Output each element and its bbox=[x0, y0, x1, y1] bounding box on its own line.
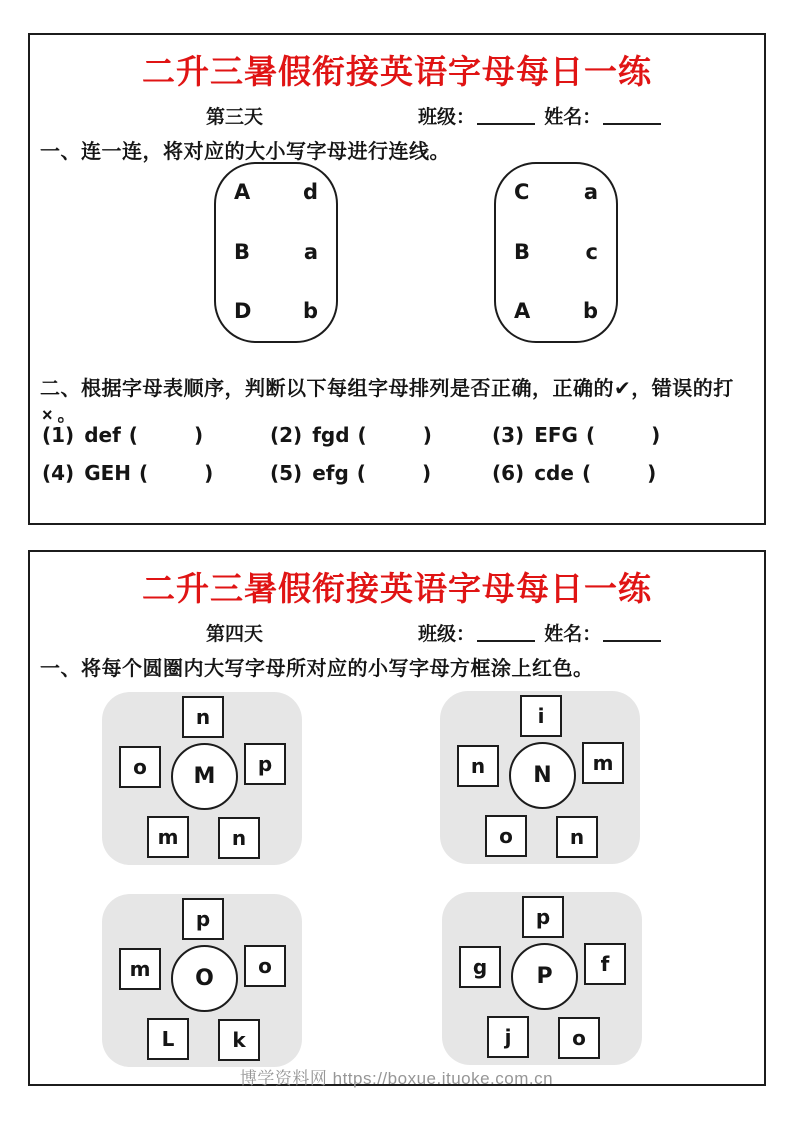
letter-box[interactable]: i bbox=[520, 695, 562, 737]
color-group-P bbox=[442, 892, 642, 1065]
name-label: 姓名： bbox=[544, 624, 602, 645]
class-name-fields bbox=[418, 619, 665, 646]
letter-box[interactable]: m bbox=[147, 816, 189, 858]
uppercase-letter[interactable]: B bbox=[514, 239, 531, 264]
item-letters: fgd bbox=[312, 423, 350, 447]
judge-item-3 bbox=[492, 423, 756, 447]
item-number: (6) bbox=[492, 461, 525, 485]
name-blank-line[interactable] bbox=[603, 626, 661, 642]
lowercase-letter[interactable]: b bbox=[582, 299, 598, 323]
page-title: 二升三暑假衔接英语字母每日一练 bbox=[142, 55, 652, 91]
color-group-O bbox=[102, 894, 302, 1067]
match-pair bbox=[216, 180, 336, 204]
letter-box[interactable]: n bbox=[182, 696, 224, 738]
answer-blank[interactable]: ( ) bbox=[139, 461, 214, 485]
section1-heading: 一、连一连，将对应的大小写字母进行连线。 bbox=[40, 141, 450, 163]
letter-box[interactable]: j bbox=[487, 1016, 529, 1058]
letter-box[interactable]: n bbox=[457, 745, 499, 787]
section2-heading-line1: 二、根据字母表顺序，判断以下每组字母排列是否正确，正确的✔，错误的打 bbox=[40, 378, 734, 400]
item-number: (3) bbox=[492, 423, 525, 447]
letter-box[interactable]: m bbox=[582, 742, 624, 784]
center-circle-letter: N bbox=[509, 742, 576, 809]
uppercase-letter[interactable]: B bbox=[234, 239, 251, 264]
day-label: 第四天 bbox=[206, 624, 264, 645]
judge-item-1 bbox=[42, 423, 270, 447]
item-number: (4) bbox=[42, 461, 75, 485]
class-label: 班级： bbox=[418, 107, 476, 128]
match-pair bbox=[496, 180, 616, 204]
uppercase-letter[interactable]: C bbox=[514, 180, 530, 204]
letter-box[interactable]: p bbox=[182, 898, 224, 940]
section2-heading-line2: × 。 bbox=[42, 405, 76, 425]
letter-box[interactable]: k bbox=[218, 1019, 260, 1061]
letter-box[interactable]: o bbox=[558, 1017, 600, 1059]
letter-box[interactable]: p bbox=[244, 743, 286, 785]
judge-items-grid bbox=[42, 423, 756, 485]
judge-item-4 bbox=[42, 461, 270, 485]
item-letters: GEH bbox=[84, 461, 132, 485]
answer-blank[interactable]: ( ) bbox=[581, 461, 657, 485]
lowercase-letter[interactable]: d bbox=[302, 180, 318, 204]
header-info-row bbox=[30, 616, 764, 650]
match-box-1 bbox=[214, 162, 338, 343]
class-blank-line[interactable] bbox=[477, 109, 535, 125]
header-info-row bbox=[30, 99, 764, 133]
item-letters: EFG bbox=[534, 423, 578, 447]
class-label: 班级： bbox=[418, 624, 476, 645]
letter-box[interactable]: o bbox=[244, 945, 286, 987]
lowercase-letter[interactable]: a bbox=[583, 180, 598, 204]
match-pair bbox=[216, 240, 336, 264]
answer-blank[interactable]: ( ) bbox=[585, 423, 661, 447]
judge-item-5 bbox=[270, 461, 492, 485]
item-number: (5) bbox=[270, 461, 303, 485]
color-group-M bbox=[102, 692, 302, 865]
watermark-footer: 博学资料网 https://boxue.ituoke.com.cn bbox=[239, 1069, 554, 1088]
lowercase-letter[interactable]: a bbox=[303, 239, 318, 264]
judge-item-6 bbox=[492, 461, 756, 485]
worksheet-day4 bbox=[28, 550, 766, 1086]
uppercase-letter[interactable]: A bbox=[514, 299, 531, 323]
page-title: 二升三暑假衔接英语字母每日一练 bbox=[142, 572, 652, 608]
uppercase-letter[interactable]: D bbox=[234, 299, 252, 323]
center-circle-letter: P bbox=[511, 943, 578, 1010]
center-circle-letter: O bbox=[171, 945, 238, 1012]
match-pair bbox=[496, 240, 616, 264]
item-letters: cde bbox=[534, 461, 574, 485]
center-circle-letter: M bbox=[171, 743, 238, 810]
letter-box[interactable]: n bbox=[218, 817, 260, 859]
judge-item-2 bbox=[270, 423, 492, 447]
match-box-2 bbox=[494, 162, 618, 343]
answer-blank[interactable]: ( ) bbox=[128, 423, 204, 447]
class-name-fields bbox=[418, 102, 665, 129]
letter-box[interactable]: m bbox=[119, 948, 161, 990]
letter-box[interactable]: o bbox=[485, 815, 527, 857]
item-number: (1) bbox=[42, 423, 75, 447]
name-label: 姓名： bbox=[544, 107, 602, 128]
match-pair bbox=[216, 299, 336, 323]
item-letters: def bbox=[84, 423, 121, 447]
day-label: 第三天 bbox=[206, 107, 264, 128]
section1-heading: 一、将每个圆圈内大写字母所对应的小写字母方框涂上红色。 bbox=[40, 658, 594, 680]
worksheet-day3 bbox=[28, 33, 766, 525]
color-group-N bbox=[440, 691, 640, 864]
letter-box[interactable]: p bbox=[522, 896, 564, 938]
match-pair bbox=[496, 299, 616, 323]
answer-blank[interactable]: ( ) bbox=[357, 423, 432, 447]
lowercase-letter[interactable]: c bbox=[585, 239, 598, 264]
letter-box[interactable]: o bbox=[119, 746, 161, 788]
letter-box[interactable]: n bbox=[556, 816, 598, 858]
letter-box[interactable]: g bbox=[459, 946, 501, 988]
item-number: (2) bbox=[270, 423, 303, 447]
name-blank-line[interactable] bbox=[603, 109, 661, 125]
letter-box[interactable]: f bbox=[584, 943, 626, 985]
uppercase-letter[interactable]: A bbox=[234, 180, 251, 204]
class-blank-line[interactable] bbox=[477, 626, 535, 642]
lowercase-letter[interactable]: b bbox=[302, 299, 318, 323]
answer-blank[interactable]: ( ) bbox=[356, 461, 432, 485]
letter-box[interactable]: L bbox=[147, 1018, 189, 1060]
item-letters: efg bbox=[312, 461, 349, 485]
